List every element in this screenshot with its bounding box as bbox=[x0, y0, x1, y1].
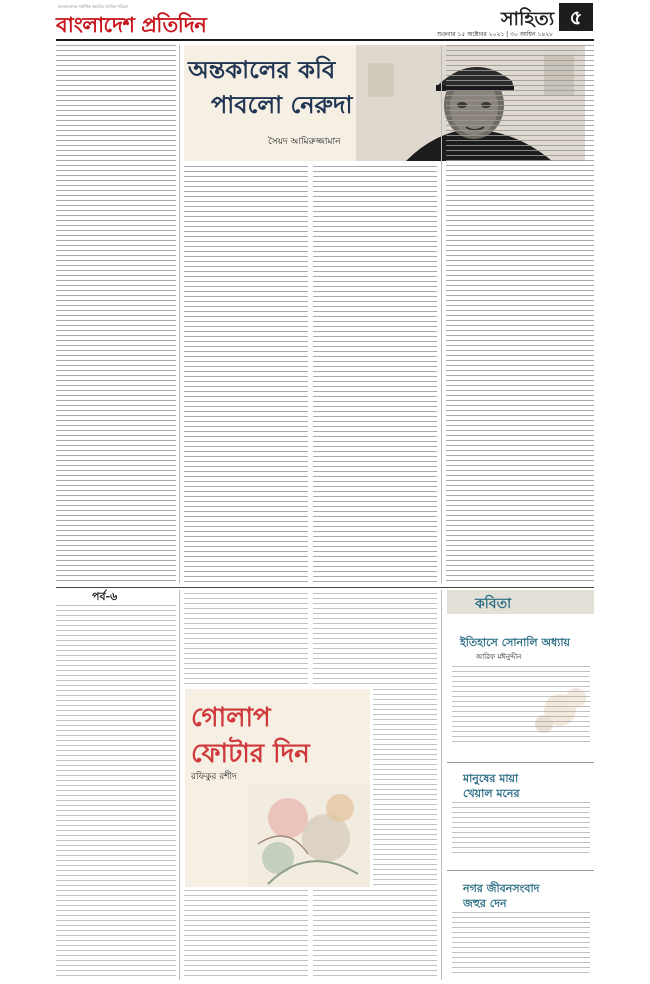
poem-divider bbox=[447, 870, 594, 871]
article-body-column-1 bbox=[56, 45, 176, 583]
poetry-section-label: কবিতা bbox=[475, 596, 512, 612]
serial-body-column-3-mid bbox=[373, 689, 437, 887]
serial-body-column-3-bottom bbox=[313, 890, 437, 980]
serial-title-line-1: গোলাপ bbox=[191, 703, 271, 733]
feature-byline: সৈয়দ আমিরুজ্জামান bbox=[268, 137, 341, 147]
serial-title-line-2: ফোটার দিন bbox=[191, 739, 310, 769]
feature-title-line-1: অন্তকালের কবি bbox=[188, 55, 336, 84]
column-divider bbox=[441, 590, 442, 980]
serial-body-column-3-top bbox=[313, 593, 437, 685]
section-title: সাহিত্য bbox=[501, 8, 555, 30]
article-body-column-4 bbox=[446, 45, 594, 583]
page-number: ৫ bbox=[559, 3, 593, 31]
poetry-header-bar bbox=[447, 590, 594, 614]
poem-3-text bbox=[452, 912, 590, 976]
floral-illustration bbox=[248, 784, 370, 887]
section-divider bbox=[56, 587, 594, 588]
poem-1-author: আরিফ মঈনুদ্দীন bbox=[476, 653, 522, 661]
poem-3-title-line-1: নগর জীবনসংবাদ bbox=[463, 882, 540, 895]
article-body-column-3 bbox=[313, 166, 437, 583]
column-divider bbox=[179, 45, 180, 583]
poem-divider bbox=[447, 762, 594, 763]
poem-2-title-line-2: খেয়াল মনের bbox=[463, 787, 520, 800]
dateline: শুক্রবার ১৫ অক্টোবর ২০২১ | ৩০ আশ্বিন ১৪২৮ bbox=[437, 31, 554, 38]
article-body-column-2 bbox=[184, 166, 308, 583]
masthead bbox=[0, 0, 650, 40]
newspaper-logo[interactable]: বাংলাদেশ প্রতিদিন bbox=[56, 12, 207, 37]
serial-body-column-2-bottom bbox=[184, 890, 308, 980]
column-divider bbox=[179, 590, 180, 980]
poem-3-title-line-2: জহুর দেন bbox=[463, 897, 507, 910]
serial-part-heading: পর্ব-৬ bbox=[92, 590, 118, 603]
poem-1-title: ইতিহাসে সোনালি অধ্যায় bbox=[460, 636, 571, 649]
serial-body-column-1 bbox=[56, 605, 176, 980]
poem-2-title-line-1: মানুষের মায়া bbox=[463, 772, 519, 785]
column-divider bbox=[441, 45, 442, 583]
poem-2-text bbox=[452, 802, 590, 856]
serial-author: রফিকুর রশীদ bbox=[191, 772, 237, 782]
poem-1-text bbox=[452, 666, 590, 744]
masthead-rule bbox=[56, 39, 594, 41]
masthead-tagline: বাংলাদেশের সর্বাধিক প্রচারিত দৈনিক পত্রিকা bbox=[58, 4, 128, 9]
feature-title-line-2: পাবলো নেরুদা bbox=[211, 90, 353, 119]
serial-body-column-2-top bbox=[184, 593, 308, 685]
